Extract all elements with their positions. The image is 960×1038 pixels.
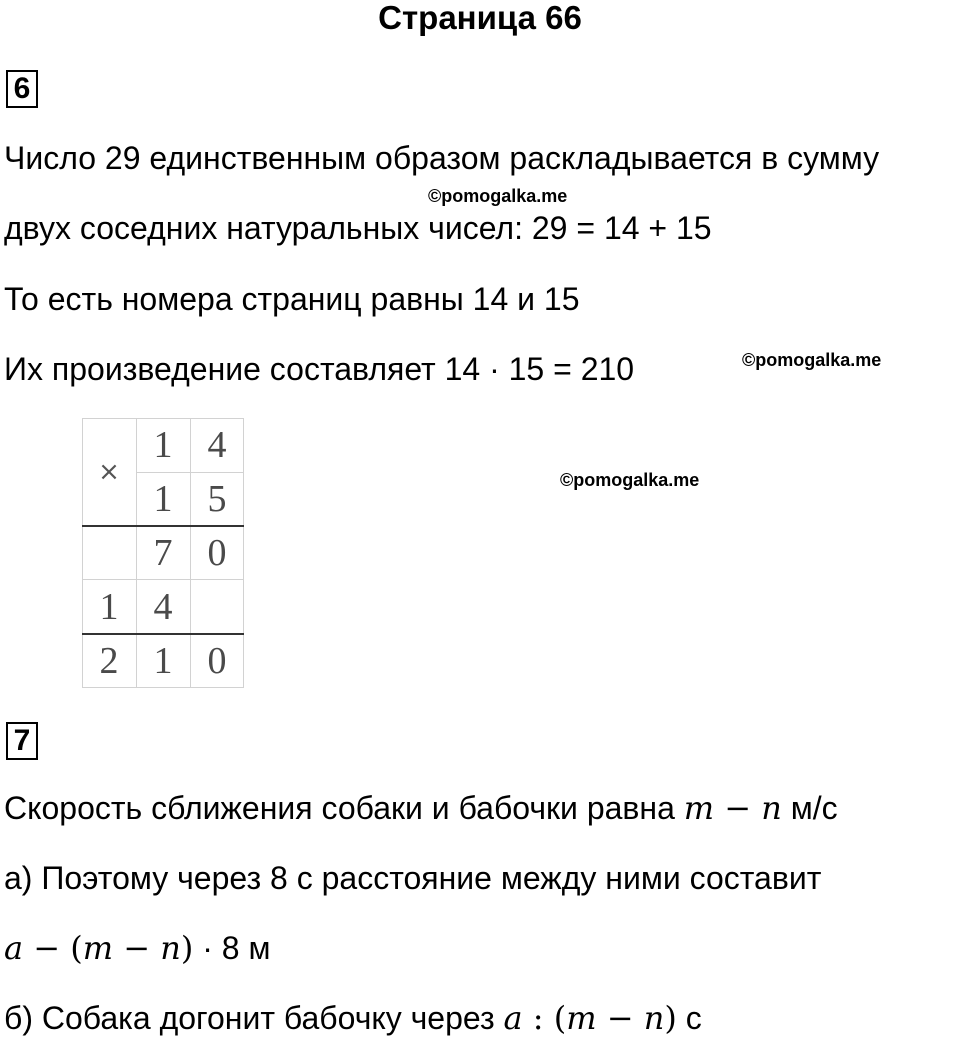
task7-line-3: a − (m − n) · 8 м [4,929,271,967]
grid-cell: 0 [207,532,227,574]
watermark: ©pomogalka.me [742,350,882,370]
grid-cell: 1 [153,640,173,682]
grid-cell: 4 [207,424,227,466]
task-number-6: 6 [6,70,38,108]
multiplication-sign: × [98,457,120,487]
grid-cell: 4 [153,586,173,628]
task6-line-3: То есть номера страниц равны 14 и 15 [4,281,580,317]
multiplication-grid [82,418,244,688]
task6-line-4: Их произведение составляет 14 · 15 = 210 [4,351,635,387]
page-title: Страница 66 [378,0,582,36]
watermark: ©pomogalka.me [560,470,700,490]
task7-line-4: б) Собака догонит бабочку через a : (m − n) с [4,999,702,1037]
grid-cell [82,526,136,580]
task6-line-1: Число 29 единственным образом раскладывается в сумму [4,140,880,176]
grid-cell [190,580,244,634]
grid-cell: 1 [153,424,173,466]
grid-cell: 0 [207,640,227,682]
grid-cell: 2 [99,640,119,682]
task6-line-2: двух соседних натуральных чисел: 29 = 14 + 15 [4,210,712,246]
task-number-7: 7 [6,722,38,760]
grid-cell: 1 [153,478,173,520]
grid-cell: 7 [153,532,173,574]
task7-line-2: а) Поэтому через 8 с расстояние между ними составит [4,860,822,896]
grid-cell: 5 [207,478,227,520]
grid-cell: 1 [99,586,119,628]
watermark: ©pomogalka.me [428,186,568,206]
task7-line-1: Скорость сближения собаки и бабочки равна m − n м/с [4,789,838,827]
